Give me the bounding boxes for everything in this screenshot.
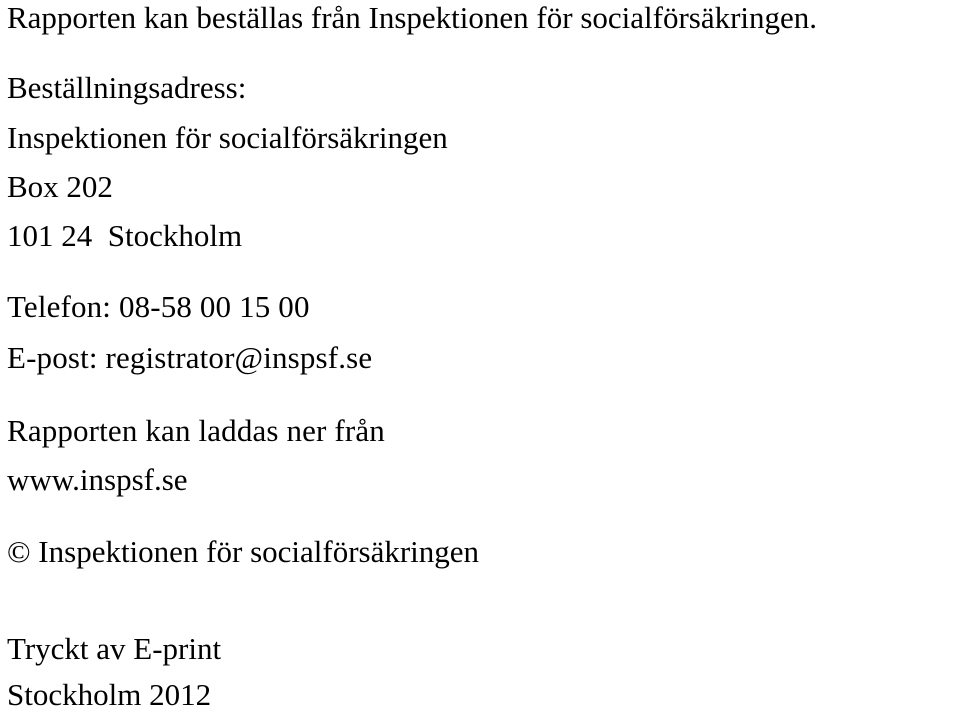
- order-address-box: Box 202: [7, 169, 113, 204]
- order-address-postal: 101 24 Stockholm: [7, 218, 243, 253]
- order-address-heading: Beställningsadress:: [7, 70, 247, 105]
- copyright-line: © Inspektionen för socialförsäkringen: [7, 534, 480, 569]
- order-address-name: Inspektionen för socialförsäkringen: [7, 120, 448, 155]
- place-year-line: Stockholm 2012: [7, 677, 212, 712]
- download-text: Rapporten kan laddas ner från: [7, 413, 385, 448]
- contact-email[interactable]: E-post: registrator@inspsf.se: [7, 340, 373, 375]
- contact-phone: Telefon: 08-58 00 15 00: [7, 289, 310, 324]
- printer-line: Tryckt av E-print: [7, 631, 222, 666]
- order-intro: Rapporten kan beställas från Inspektionen för socialförsäkringen.: [7, 0, 818, 35]
- download-url[interactable]: www.inspsf.se: [7, 462, 188, 497]
